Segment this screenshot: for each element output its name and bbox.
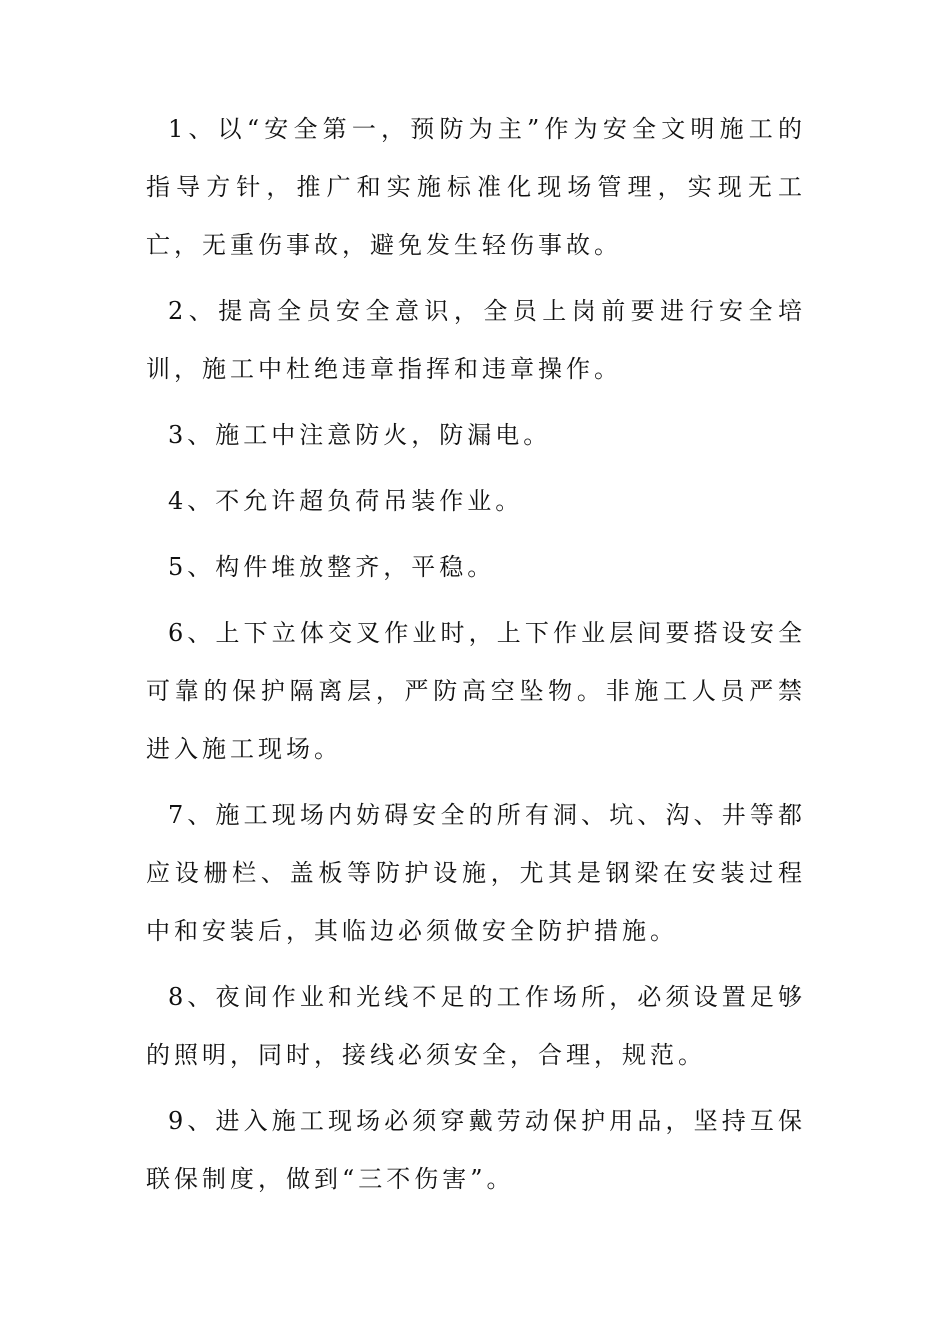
safety-item-3: 3、施工中注意防火，防漏电。: [168, 421, 552, 449]
safety-item-1: 1、以“安全第一，预防为主”作为安全文明施工的指导方针，推广和实施标准化现场管理，实现无工亡，无重伤事故，避免发生轻伤事故。: [146, 115, 806, 259]
safety-item-7: 7、施工现场内妨碍安全的所有洞、坑、沟、井等都应设栅栏、盖板等防护设施，尤其是钢梁在安装过程中和安装后，其临边必须做安全防护措施。: [146, 801, 806, 945]
safety-item-8: 8、夜间作业和光线不足的工作场所，必须设置足够的照明，同时，接线必须安全，合理，规范。: [146, 983, 806, 1069]
safety-item-9: 9、进入施工现场必须穿戴劳动保护用品，坚持互保联保制度，做到“三不伤害”。: [146, 1107, 806, 1193]
safety-item-5: 5、构件堆放整齐，平稳。: [168, 553, 496, 581]
safety-item-2: 2、提高全员安全意识，全员上岗前要进行安全培训，施工中杜绝违章指挥和违章操作。: [146, 297, 806, 383]
document-body: [146, 100, 806, 1216]
safety-item-6: 6、上下立体交叉作业时，上下作业层间要搭设安全可靠的保护隔离层，严防高空坠物。非施工人员严禁进入施工现场。: [146, 619, 806, 763]
safety-item-4: 4、不允许超负荷吊装作业。: [168, 487, 524, 515]
